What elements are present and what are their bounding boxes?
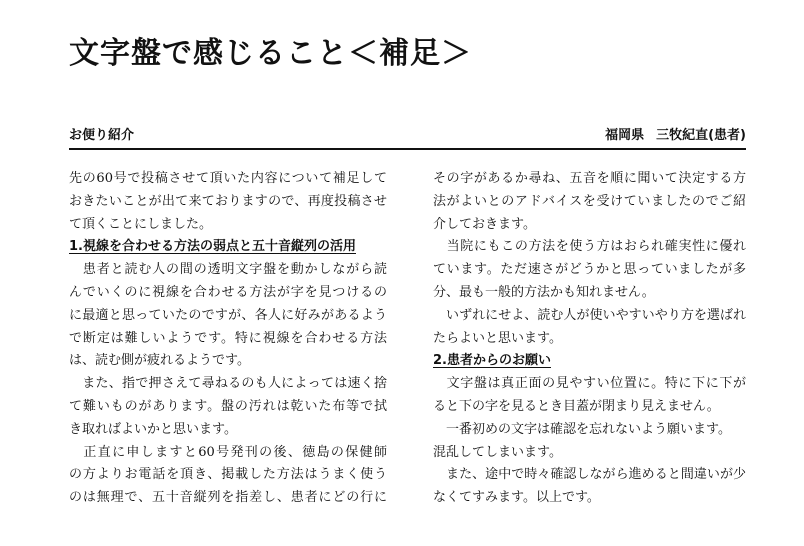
body-text-line: 正直に申しますと60号発刊の後、徳島の保健師 [69,444,387,460]
body-text-line: 文字盤は真正面の見やすい位置に。特に下に下が [433,376,746,392]
body-text-line: 分、最も一般的方法かも知れません。 [433,284,655,300]
right-column [433,168,746,510]
author-credit [605,124,746,143]
body-text-line: に最適と思っていたのですが、各人に好みがあるよう [69,307,387,323]
article-title: 文字盤で感じること＜補足＞ [69,36,472,71]
body-text-line: なくてすみます。以上です。 [433,490,600,506]
section-label: お便り紹介 [69,128,135,143]
body-text-line: 当院にもこの方法を使う方はおられ確実性に優れ [433,239,746,255]
body-text-line: ると下の字を見るとき目蓋が閉まり見えません。 [433,398,720,414]
body-text-line: て頂くことにしました。 [69,216,213,232]
section-heading: 1.視線を合わせる方法の弱点と五十音縦列の活用 [69,239,356,255]
body-text-line: また、指で押さえて尋ねるのも人によっては速く捨 [69,376,387,392]
author-prefecture: 福岡県 [605,128,645,143]
body-text-line: は、読む側が疲れるようです。 [69,353,250,369]
body-text-line: 混乱してしまいます。 [433,444,562,460]
byline [69,124,746,144]
body-text-line: おきたいことが出て来ておりますので、再度投稿させ [69,193,387,209]
body-text-line: 患者と読む人の間の透明文字盤を動かしながら読 [69,262,387,278]
body-text-line: いずれにせよ、読む人が使いやすいやり方を選ばれ [433,307,746,323]
body-text-line: のは無理で、五十音縦列を指差し、患者にどの行に [69,490,387,506]
body-text-line: んでいくのに視線を合わせる方法が字を見つけるの [69,284,387,300]
body-text-line: き取ればよいかと思います。 [69,421,237,437]
body-text-line: また、途中で時々確認しながら進めると間違いが少 [433,467,746,483]
left-column [69,168,387,510]
body-text-line: 介しておきます。 [433,216,536,232]
body-text-line: で断定は難しいようです。特に視線を合わせる方法 [69,330,387,346]
body-text-line: の方よりお電話を頂き、掲載した方法はうまく使う [69,467,387,483]
body-text-line: 一番初めの文字は確認を忘れないよう願います。 [433,421,731,437]
body-text-line: その字があるか尋ね、五音を順に聞いて決定する方 [433,171,746,186]
body-text-line: て難いものがあります。盤の汚れは乾いた布等で拭 [69,398,387,414]
header-divider [69,148,746,150]
body-text-line: 法がよいとのアドバイスを受けていましたのでご紹 [433,193,746,209]
author-name: 三牧紀直(患者) [656,128,746,143]
body-text-line: たらよいと思います。 [433,330,562,346]
section-heading: 2.患者からのお願い [433,353,551,369]
body-text-line: 先の60号で投稿させて頂いた内容について補足して [69,171,387,186]
body-text-line: ています。ただ速さがどうかと思っていましたが多 [433,262,746,278]
